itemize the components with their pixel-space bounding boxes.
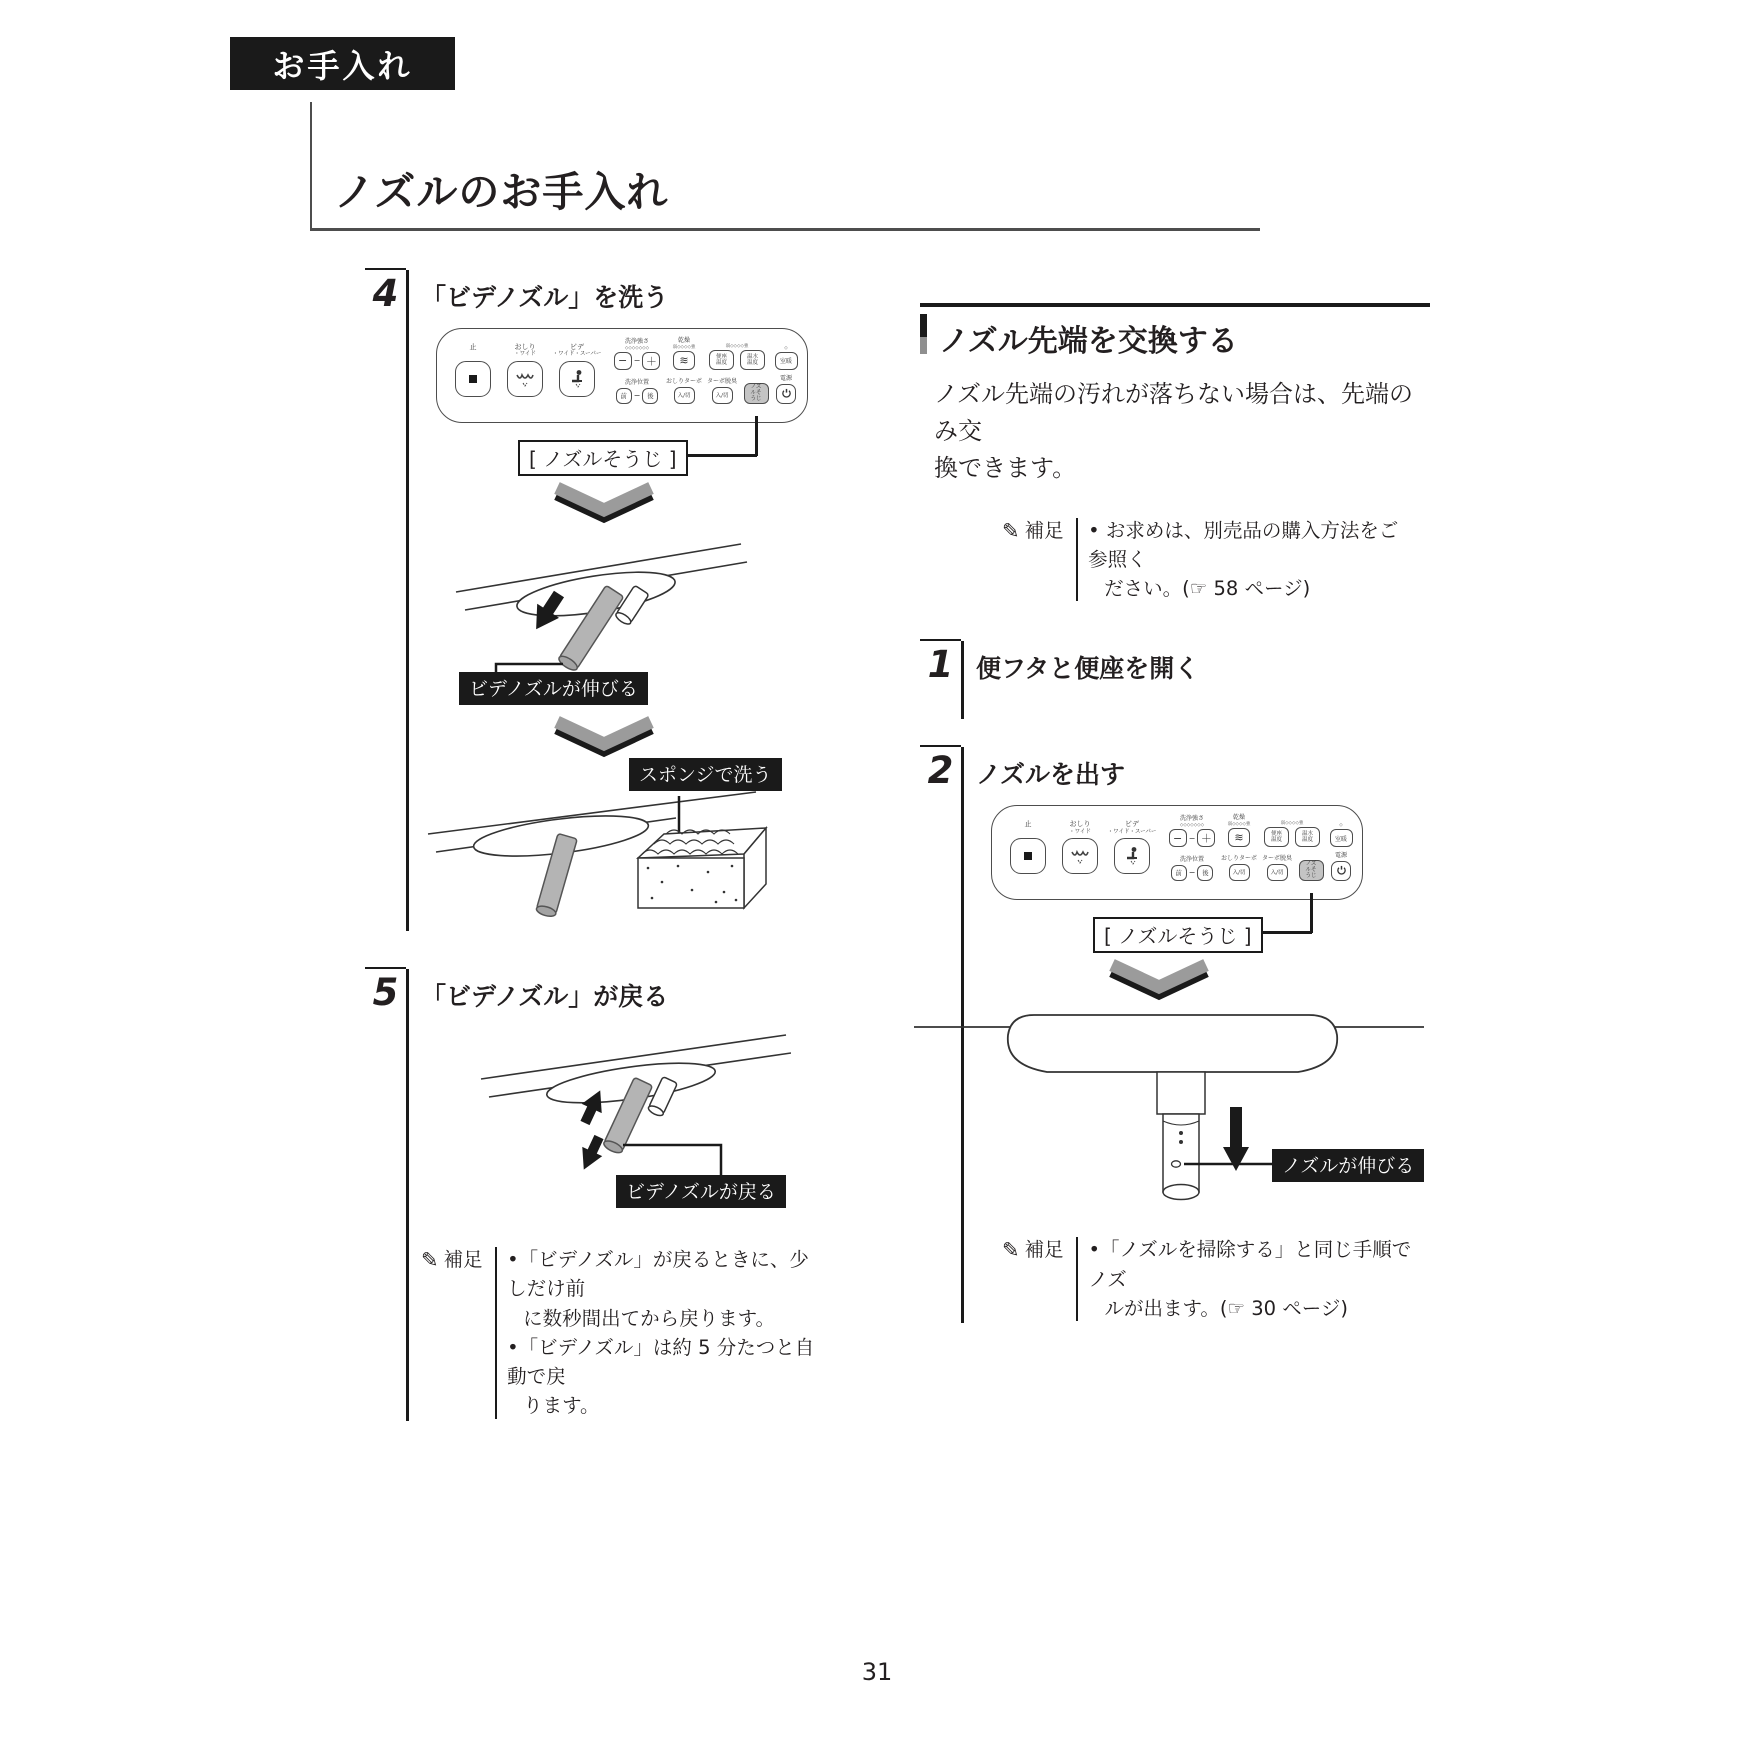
step-2	[920, 745, 1430, 1323]
oshiri-label: おしり	[1069, 820, 1091, 829]
note-line: •「ビデノズル」が戻るときに、少しだけ前	[507, 1248, 809, 1301]
strength-plus-button: ＋	[1197, 829, 1215, 847]
step-number: 2	[920, 745, 961, 792]
turbo-deodor-label: ターボ脱臭	[1261, 855, 1292, 863]
nozzle-clean-callout: [ ノズルそうじ ]	[518, 440, 688, 476]
stop-button	[455, 361, 491, 397]
supplement-note	[1002, 516, 1402, 604]
illustration-bide-nozzle-extends	[421, 532, 815, 712]
stop-button	[1010, 838, 1046, 874]
wash-strength-label: 洗浄強さ	[624, 338, 649, 345]
step-title: 便フタと便座を開く	[976, 654, 1200, 684]
stop-label: 止	[469, 343, 477, 351]
note-line: •「ビデノズル」は約 5 分たつと自動で戻	[507, 1335, 815, 1388]
seat-temp-button: 便座温度	[709, 350, 734, 370]
bide-sub-label: ・ワイド・スーパー	[552, 351, 602, 358]
power-icon	[1336, 865, 1347, 876]
remote-main-buttons	[451, 343, 602, 397]
back-button: 後	[1197, 865, 1213, 881]
room-scale: ◇	[784, 345, 788, 351]
bide-button	[1114, 838, 1150, 874]
pencil-icon: ✎	[1002, 518, 1020, 543]
oshiri-turbo-label: おしりターボ	[666, 377, 703, 385]
supplement-note	[421, 1245, 815, 1421]
illustration-nozzle-extends	[914, 1009, 1430, 1209]
left-column	[365, 268, 815, 1421]
step-title: 「ビデノズル」が戻る	[421, 982, 669, 1011]
bide-button	[559, 361, 595, 397]
note-label: 補足	[443, 1248, 483, 1271]
bide-person-icon	[1123, 846, 1141, 866]
callout-connector-v	[755, 416, 758, 456]
note-line: ります。	[523, 1394, 600, 1418]
section-body	[934, 376, 1430, 488]
step-number: 4	[365, 268, 406, 315]
dash: −	[633, 356, 641, 366]
body-line: 換できます。	[934, 454, 1077, 483]
return-arrow-down-icon	[574, 1132, 609, 1174]
water-temp-button: 温水温度	[1295, 827, 1320, 847]
dry-scale: 弱◇◇◇◇強	[672, 344, 696, 350]
remote-function-grid: 洗浄強さ ◇◇◇◇◇◇◇ − − ＋ 乾燥 弱◇◇◇◇強 ≋ 弱◇◇◇◇強 便座温度 温水温度 ◇ 室暖 洗浄位置 前 − 後 おしりターボ 入/切 ターボ脱臭 入/切 ノズルそうじ 電源	[1166, 815, 1354, 881]
back-button: 後	[642, 388, 658, 404]
callout-connector-v	[1310, 893, 1313, 933]
power-button	[776, 384, 796, 404]
step-1	[920, 639, 1430, 719]
page-title: ノズルのお手入れ	[334, 168, 669, 216]
stop-icon	[469, 375, 477, 383]
step-number: 1	[920, 639, 961, 686]
room-scale: ◇	[1339, 822, 1343, 828]
step-number: 5	[365, 967, 406, 1014]
seat-temp-button: 便座温度	[1264, 827, 1289, 847]
wash-strength-scale: ◇◇◇◇◇◇◇	[1179, 822, 1205, 828]
note-divider	[1076, 518, 1079, 602]
note-line: • お求めは、別売品の購入方法をご参照く	[1088, 518, 1399, 571]
supplement-note	[1002, 1235, 1430, 1323]
power-label: 電源	[1334, 852, 1347, 860]
nozzle-clean-button: ノズルそうじ	[744, 383, 769, 404]
room-heat-button: 室暖	[1330, 829, 1353, 847]
note-line: ルが出ます。(☞ 30 ページ)	[1104, 1296, 1348, 1320]
dry-scale: 弱◇◇◇◇強	[1227, 821, 1251, 827]
turbo-deodor-button: 入/切	[712, 387, 733, 404]
power-button	[1331, 861, 1351, 881]
temp-scale: 弱◇◇◇◇強	[725, 343, 749, 349]
bide-label: ビデ	[570, 343, 584, 351]
note-divider	[1076, 1237, 1079, 1321]
section-badge: お手入れ	[230, 37, 455, 90]
remote-control	[991, 805, 1363, 900]
remote-main-buttons	[1006, 820, 1157, 874]
bide-label: ビデ	[1125, 820, 1139, 829]
down-chevron-icon	[549, 482, 659, 526]
step-title: ノズルを出す	[976, 760, 1126, 790]
water-temp-button: 温水温度	[740, 350, 765, 370]
dry-label: 乾燥	[1232, 814, 1245, 822]
title-block	[310, 102, 1260, 231]
wash-strength-label: 洗浄強さ	[1179, 815, 1204, 823]
label-bide-nozzle-extends: ビデノズルが伸びる	[459, 672, 648, 705]
label-wash-with-sponge: スポンジで洗う	[629, 758, 782, 791]
step-4	[365, 268, 815, 931]
stop-label: 止	[1024, 820, 1032, 829]
stop-icon	[1024, 852, 1032, 860]
down-chevron-icon	[1104, 959, 1214, 1003]
pencil-icon: ✎	[421, 1248, 439, 1272]
nozzle-clean-button: ノズルそうじ	[1299, 860, 1324, 881]
turbo-deodor-label: ターボ脱臭	[706, 377, 737, 385]
strength-plus-button: ＋	[642, 352, 660, 370]
note-line: に数秒間出てから戻ります。	[523, 1306, 776, 1330]
section-bar	[920, 314, 927, 354]
remote-diagram	[976, 805, 1430, 955]
oshiri-turbo-button: 入/切	[1229, 864, 1250, 881]
step-title: 「ビデノズル」を洗う	[421, 283, 669, 312]
strength-minus-button: −	[1169, 829, 1187, 847]
note-label: 補足	[1024, 518, 1064, 542]
oshiri-label: おしり	[514, 343, 536, 351]
strength-minus-button: −	[614, 352, 632, 370]
bide-person-icon	[568, 369, 586, 389]
label-bide-nozzle-returns: ビデノズルが戻る	[616, 1175, 786, 1208]
right-column	[920, 303, 1430, 1323]
section-header	[920, 303, 1430, 360]
power-icon	[781, 388, 792, 399]
remote-diagram	[421, 328, 815, 478]
temp-scale: 弱◇◇◇◇強	[1280, 820, 1304, 826]
illustration-wash-with-sponge	[421, 766, 815, 931]
illustration-bide-nozzle-returns	[421, 1027, 815, 1227]
note-line: •「ノズルを掃除する」と同じ手順でノズ	[1088, 1238, 1412, 1291]
oshiri-spray-icon	[1070, 848, 1090, 864]
remote-function-grid: 洗浄強さ ◇◇◇◇◇◇◇ − − ＋ 乾燥 弱◇◇◇◇強 ≋ 弱◇◇◇◇強 便座温度 温水温度 ◇ 室暖 洗浄位置 前 − 後 おしりターボ 入/切 ターボ脱臭 入/切 ノズルそうじ 電源	[611, 338, 799, 404]
oshiri-turbo-label: おしりターボ	[1221, 855, 1258, 863]
bide-sub-label: ・ワイド・スーパー	[1107, 828, 1157, 835]
label-nozzle-extends: ノズルが伸びる	[1272, 1149, 1424, 1182]
oshiri-sub-label: ・ワイド	[514, 351, 536, 358]
note-line: ださい。(☞ 58 ページ)	[1104, 577, 1311, 601]
power-label: 電源	[779, 374, 792, 382]
extend-arrow-icon	[1223, 1107, 1249, 1171]
down-chevron-icon	[549, 716, 659, 760]
pencil-icon: ✎	[1002, 1238, 1020, 1263]
oshiri-turbo-button: 入/切	[674, 387, 695, 404]
room-heat-button: 室暖	[775, 352, 798, 370]
nozzle-clean-callout: [ ノズルそうじ ]	[1093, 917, 1263, 953]
body-line: ノズル先端の汚れが落ちない場合は、先端のみ交	[934, 380, 1414, 446]
section-title: ノズル先端を交換する	[939, 324, 1238, 359]
oshiri-button	[507, 361, 543, 397]
page-number: 31	[861, 1658, 893, 1686]
turbo-deodor-button: 入/切	[1267, 864, 1288, 881]
oshiri-spray-icon	[515, 371, 535, 387]
sponge-shape	[638, 828, 766, 908]
wash-pos-label: 洗浄位置	[1179, 856, 1204, 864]
remote-control	[436, 328, 808, 423]
step-5	[365, 967, 815, 1421]
oshiri-sub-label: ・ワイド	[1069, 828, 1091, 835]
dry-button: ≋	[673, 351, 695, 370]
dry-button: ≋	[1228, 828, 1250, 847]
oshiri-button	[1062, 838, 1098, 874]
wash-pos-label: 洗浄位置	[624, 378, 649, 386]
wash-strength-scale: ◇◇◇◇◇◇◇	[624, 345, 650, 351]
front-button: 前	[1171, 865, 1187, 881]
dry-label: 乾燥	[677, 337, 690, 344]
note-label: 補足	[1024, 1238, 1064, 1262]
note-divider	[495, 1247, 497, 1419]
front-button: 前	[616, 388, 632, 404]
